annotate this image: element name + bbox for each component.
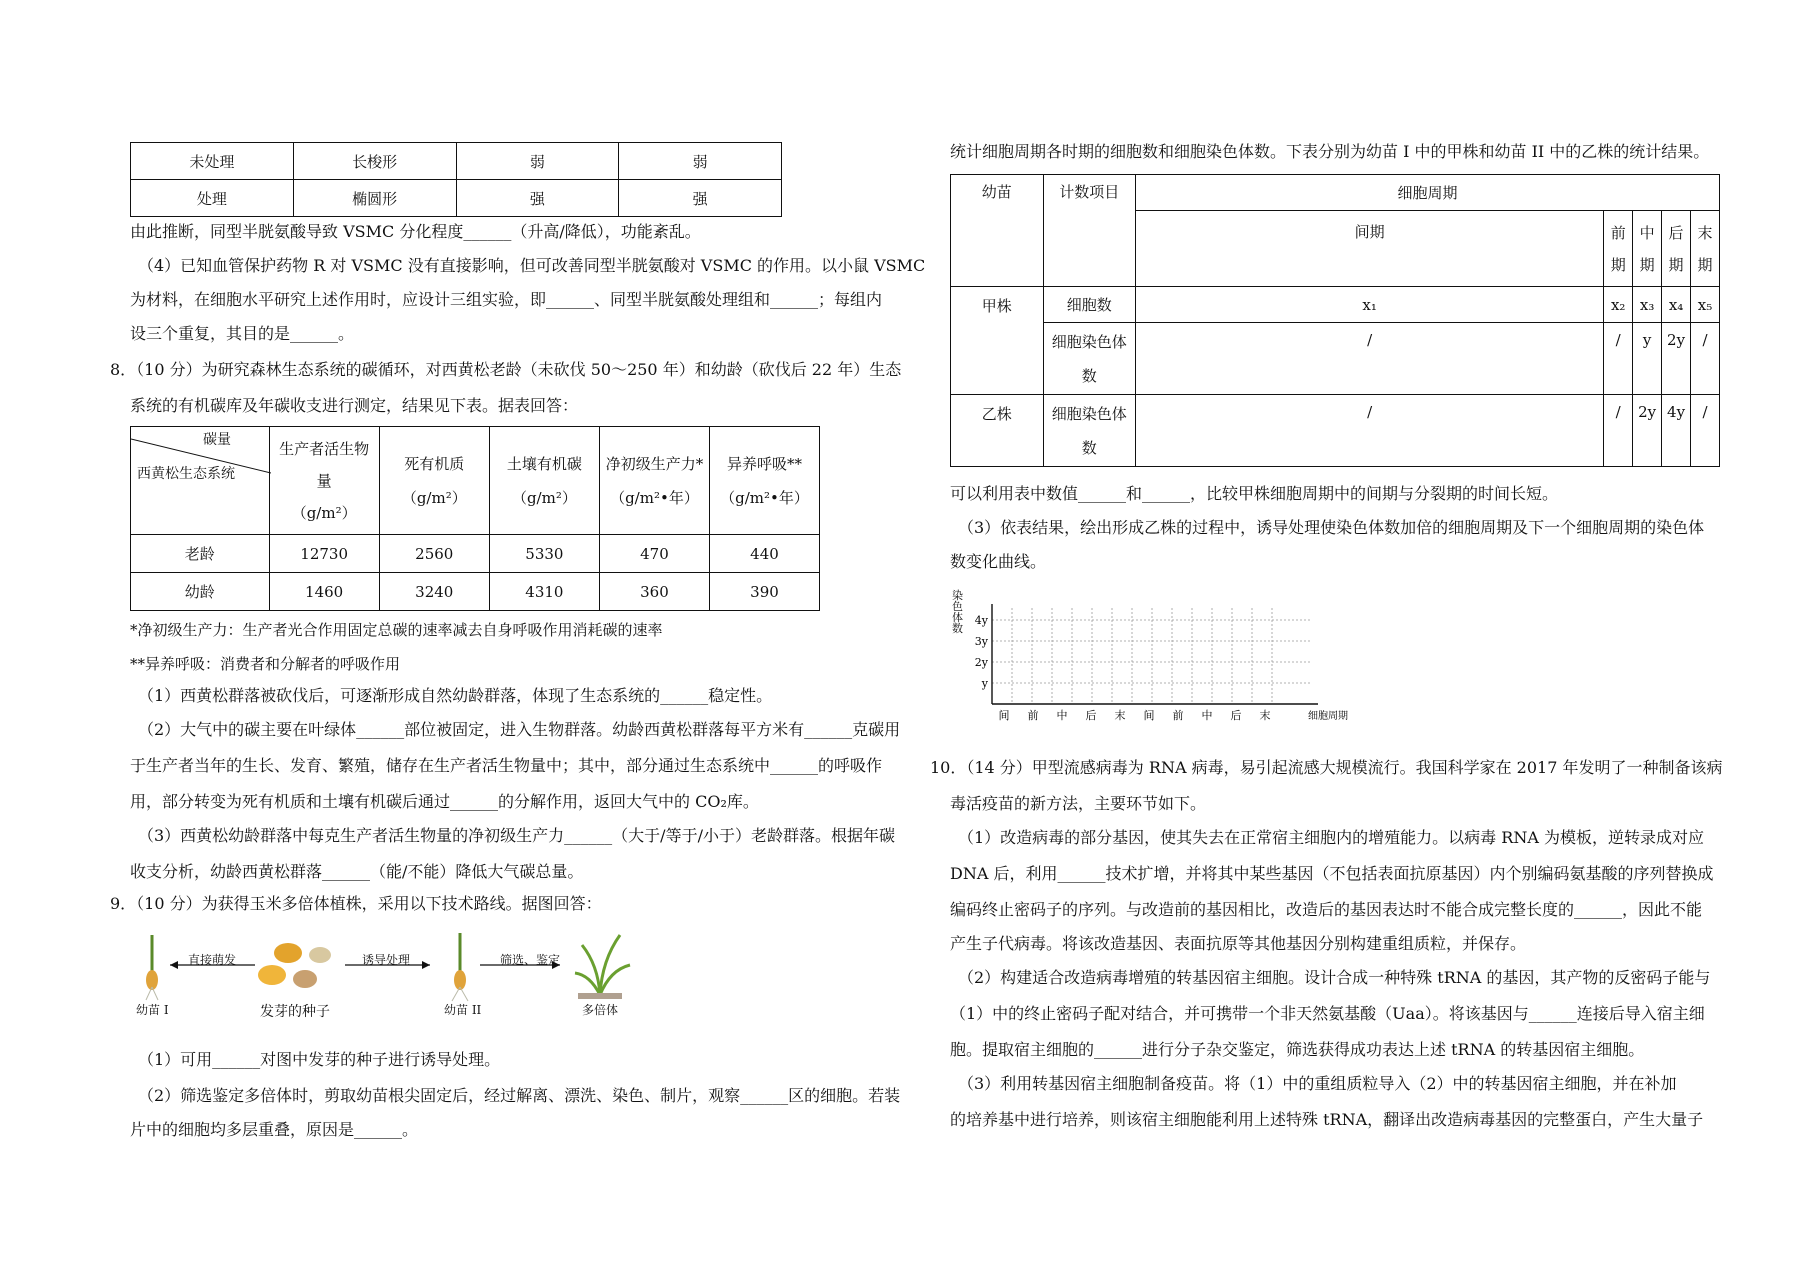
x-tick-label: 前 xyxy=(1172,709,1184,722)
text-line: （2）筛选鉴定多倍体时，剪取幼苗根尖固定后，经过解离、漂洗、染色、制片，观察______区的细胞。若装 xyxy=(138,1086,901,1105)
phase-char: 期 xyxy=(1639,255,1655,274)
text-line: 可以利用表中数值______和______，比较甲株细胞周期中的间期与分裂期的时间长短。 xyxy=(950,484,1559,503)
vsmc-table xyxy=(130,142,782,217)
phase-char: 后 xyxy=(1668,223,1684,242)
header-line: （g/m²） xyxy=(291,503,357,522)
row-label: 老龄 xyxy=(131,535,270,573)
table-cell: / xyxy=(1136,323,1604,395)
table-cell: 4y xyxy=(1662,395,1691,467)
table-cell: 1460 xyxy=(269,573,379,611)
text-line: 的培养基中进行培养，则该宿主细胞能利用上述特殊 tRNA，翻译出改造病毒基因的完整蛋白，产生大量子 xyxy=(950,1110,1704,1129)
table-cell: / xyxy=(1604,395,1633,467)
table-cell: / xyxy=(1604,323,1633,395)
x-tick-label: 末 xyxy=(1259,709,1271,722)
question-9-title: 9．（10 分）为获得玉米多倍体植株，采用以下技术路线。据图回答： xyxy=(110,894,602,913)
text-line: 片中的细胞均多层重叠，原因是______。 xyxy=(130,1120,419,1139)
item-label xyxy=(1043,323,1136,395)
table-cell: y xyxy=(1633,323,1662,395)
text-line: （1）西黄松群落被砍伐后，可逐渐形成自然幼龄群落，体现了生态系统的______稳定性。 xyxy=(138,686,773,705)
header-phase xyxy=(1604,211,1633,287)
text-line: （3）依表结果，绘出形成乙株的过程中，诱导处理使染色体数加倍的细胞周期及下一个细胞周期的染色体 xyxy=(958,518,1705,537)
phase-char: 前 xyxy=(1610,223,1626,242)
table-cell: 2y xyxy=(1633,395,1662,467)
item-label: 细胞数 xyxy=(1043,287,1136,323)
text-line: 统计细胞周期各时期的细胞数和细胞染色体数。下表分别为幼苗 I 中的甲株和幼苗 II 中的乙株的统计结果。 xyxy=(950,142,1710,161)
text-line: 用，部分转变为死有机质和土壤有机碳后通过______的分解作用，返回大气中的 CO₂库。 xyxy=(130,792,759,811)
table-cell: 360 xyxy=(599,573,709,611)
table-cell: 470 xyxy=(599,535,709,573)
x-tick-label: 前 xyxy=(1027,709,1039,722)
x-tick-label: 中 xyxy=(1056,709,1068,722)
column-header xyxy=(599,427,709,535)
table-cell: 处理 xyxy=(131,180,294,217)
table-cell: x₁ xyxy=(1136,287,1604,323)
text-line: 由此推断，同型半胱氨酸导致 VSMC 分化程度______（升高/降低），功能紊乱。 xyxy=(130,222,701,241)
polyploid-plant-icon xyxy=(575,935,630,999)
figure-label: 幼苗 I xyxy=(136,1003,169,1017)
phase-char: 期 xyxy=(1668,255,1684,274)
table-cell: x₅ xyxy=(1691,287,1720,323)
cell-cycle-table xyxy=(950,174,1720,467)
text-line: （3）西黄松幼龄群落中每克生产者活生物量的净初级生产力______（大于/等于/小于）老龄群落。根据年碳 xyxy=(138,826,895,845)
header-line: 净初级生产力* xyxy=(605,454,704,473)
text-line: 系统的有机碳库及年碳收支进行测定，结果见下表。据表回答： xyxy=(130,396,579,415)
table-cell: 椭圆形 xyxy=(293,180,456,217)
text-line: （4）已知血管保护药物 R 对 VSMC 没有直接影响，但可改善同型半胱氨酸对 VSMC 的作用。以小鼠 VSMC xyxy=(138,256,926,275)
figure-label: 发芽的种子 xyxy=(260,1004,330,1020)
text-line: 收支分析，幼龄西黄松群落______（能/不能）降低大气碳总量。 xyxy=(130,862,584,881)
text-line: （2）大气中的碳主要在叶绿体______部位被固定，进入生物群落。幼龄西黄松群落每平方米有______克碳用 xyxy=(138,720,901,739)
question-8-title: 8．（10 分）为研究森林生态系统的碳循环，对西黄松老龄（未砍伐 50～250 年）和幼龄（砍伐后 22 年）生态 xyxy=(110,360,902,379)
y-tick-label: 4y xyxy=(974,614,988,627)
header-seedling: 幼苗 xyxy=(951,175,1044,287)
table-cell: 390 xyxy=(709,573,819,611)
corner-header xyxy=(131,427,270,535)
phase-char: 中 xyxy=(1639,223,1655,242)
phase-char: 期 xyxy=(1697,255,1713,274)
row-label-yi: 乙株 xyxy=(951,395,1044,467)
table-cell: 4310 xyxy=(489,573,599,611)
item-label xyxy=(1043,395,1136,467)
x-tick-label: 后 xyxy=(1085,709,1097,722)
column-header xyxy=(489,427,599,535)
figure-label: 幼苗 II xyxy=(444,1003,482,1017)
text-line: （1）中的终止密码子配对结合，并可携带一个非天然氨基酸（Uaa）。将该基因与______连接后导入宿主细 xyxy=(950,1004,1705,1023)
table-cell: 2y xyxy=(1662,323,1691,395)
label-line: 细胞染色体 xyxy=(1051,404,1127,423)
table-cell: x₄ xyxy=(1662,287,1691,323)
graph-grid xyxy=(950,586,1350,736)
carbon-table xyxy=(130,426,820,611)
header-line: 死有机质 xyxy=(404,454,465,473)
header-line: （g/m²） xyxy=(511,488,577,507)
header-interphase: 间期 xyxy=(1136,211,1604,287)
column-header xyxy=(709,427,819,535)
chromosome-graph xyxy=(950,586,1350,736)
x-tick-label: 间 xyxy=(998,709,1010,722)
row-label-jia: 甲株 xyxy=(951,287,1044,395)
y-tick-label: 3y xyxy=(974,635,988,648)
table-cell: 强 xyxy=(456,180,619,217)
header-line: （g/m²） xyxy=(401,488,467,507)
x-axis-label: 细胞周期 xyxy=(1308,711,1348,722)
header-line: （g/m²•年） xyxy=(720,488,809,507)
label-line: 数 xyxy=(1081,438,1097,457)
arrow-label: 诱导处理 xyxy=(362,953,411,967)
phase-char: 期 xyxy=(1610,255,1626,274)
text-line: （1）改造病毒的部分基因，使其失去在正常宿主细胞内的增殖能力。以病毒 RNA 为模板，逆转录成对应 xyxy=(958,828,1704,847)
text-line: 数变化曲线。 xyxy=(950,552,1047,571)
header-phase xyxy=(1662,211,1691,287)
table-cell: 未处理 xyxy=(131,143,294,180)
corner-bottom-label: 西黄松生态系统 xyxy=(137,466,235,482)
text-line: 设三个重复，其目的是______。 xyxy=(130,324,355,343)
seedling-2-icon xyxy=(452,933,468,1001)
row-label: 幼龄 xyxy=(131,573,270,611)
text-line: 产生子代病毒。将该改造基因、表面抗原等其他基因分别构建重组质粒，并保存。 xyxy=(950,934,1527,953)
table-cell: 5330 xyxy=(489,535,599,573)
table-cell: x₃ xyxy=(1633,287,1662,323)
text-line: （2）构建适合改造病毒增殖的转基因宿主细胞。设计合成一种特殊 tRNA 的基因，其产物的反密码子能与 xyxy=(958,968,1711,987)
x-tick-label: 末 xyxy=(1114,709,1126,722)
question-10-title: 10．（14 分）甲型流感病毒为 RNA 病毒，易引起流感大规模流行。我国科学家在 2017 年发明了一种制备该病 xyxy=(930,758,1723,777)
header-line: 异养呼吸** xyxy=(726,454,802,473)
text-line: DNA 后，利用______技术扩增，并将其中某些基因（不包括表面抗原基因）内个别编码氨基酸的序列替换成 xyxy=(950,864,1714,883)
table-cell: 3240 xyxy=(379,573,489,611)
y-tick-label: y xyxy=(981,677,988,690)
header-phase xyxy=(1691,211,1720,287)
table-cell: 弱 xyxy=(456,143,619,180)
header-phase xyxy=(1633,211,1662,287)
corn-figure xyxy=(130,925,670,1025)
arrow-label: 直接萌发 xyxy=(188,953,237,967)
label-line: 细胞染色体 xyxy=(1051,332,1127,351)
arrow-label: 筛选、鉴定 xyxy=(500,953,561,967)
table-cell: / xyxy=(1136,395,1604,467)
label-line: 数 xyxy=(1081,366,1097,385)
seedling-1-icon xyxy=(146,935,158,1000)
corner-top-label: 碳量 xyxy=(203,432,231,448)
table-cell: 强 xyxy=(619,180,782,217)
table-cell: 2560 xyxy=(379,535,489,573)
x-tick-label: 间 xyxy=(1143,709,1155,722)
column-header xyxy=(269,427,379,535)
footnote: *净初级生产力：生产者光合作用固定总碳的速率减去自身呼吸作用消耗碳的速率 xyxy=(130,621,663,639)
footnote: **异养呼吸：消费者和分解者的呼吸作用 xyxy=(130,655,401,673)
text-line: 为材料，在细胞水平研究上述作用时，应设计三组实验，即______、同型半胱氨酸处理组和______；每组内 xyxy=(130,290,883,309)
y-tick-label: 2y xyxy=(974,656,988,669)
x-tick-label: 后 xyxy=(1230,709,1242,722)
phase-char: 末 xyxy=(1697,223,1713,242)
figure-label: 多倍体 xyxy=(582,1003,619,1017)
text-line: 胞。提取宿主细胞的______进行分子杂交鉴定，筛选获得成功表达上述 tRNA 的转基因宿主细胞。 xyxy=(950,1040,1645,1059)
graph-ylabel: 染色体数 xyxy=(952,589,963,635)
header-cycle: 细胞周期 xyxy=(1136,175,1720,211)
x-tick-label: 中 xyxy=(1201,709,1213,722)
table-cell: 长梭形 xyxy=(293,143,456,180)
header-item: 计数项目 xyxy=(1043,175,1136,287)
text-line: 编码终止密码子的序列。与改造前的基因相比，改造后的基因表达时不能合成完整长度的______，因此不能 xyxy=(950,900,1703,919)
text-line: 于生产者当年的生长、发育、繁殖，储存在生产者活生物量中；其中，部分通过生态系统中______的呼吸作 xyxy=(130,756,883,775)
table-cell: 12730 xyxy=(269,535,379,573)
header-line: 生产者活生物 xyxy=(279,439,370,458)
table-cell: 弱 xyxy=(619,143,782,180)
header-line: 量 xyxy=(316,471,332,490)
text-line: 毒活疫苗的新方法，主要环节如下。 xyxy=(950,794,1207,813)
table-cell: / xyxy=(1691,323,1720,395)
text-line: （3）利用转基因宿主细胞制备疫苗。将（1）中的重组质粒导入（2）中的转基因宿主细胞，并在补加 xyxy=(958,1074,1677,1093)
table-cell: x₂ xyxy=(1604,287,1633,323)
header-line: （g/m²•年） xyxy=(610,488,699,507)
sprouting-seeds-icon xyxy=(258,943,331,988)
column-header xyxy=(379,427,489,535)
table-cell: / xyxy=(1691,395,1720,467)
text-line: （1）可用______对图中发芽的种子进行诱导处理。 xyxy=(138,1050,501,1069)
header-line: 土壤有机碳 xyxy=(506,454,582,473)
table-cell: 440 xyxy=(709,535,819,573)
